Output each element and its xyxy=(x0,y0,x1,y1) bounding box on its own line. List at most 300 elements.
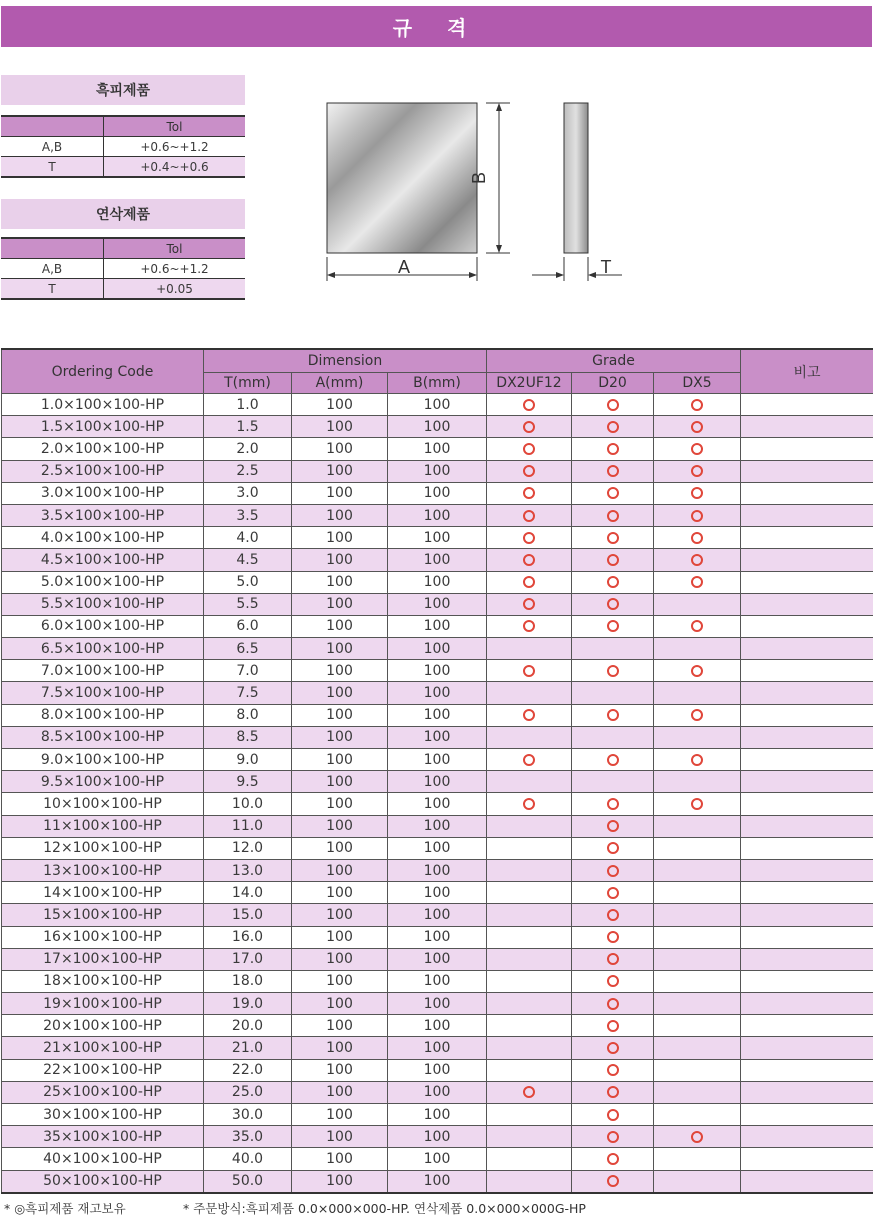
grade-cell xyxy=(487,837,572,859)
availability-circle-icon xyxy=(607,1064,619,1076)
t-cell: 5.5 xyxy=(204,593,292,615)
grade-cell xyxy=(487,771,572,793)
grade-cell xyxy=(572,859,654,881)
t-cell: 12.0 xyxy=(204,837,292,859)
availability-circle-icon xyxy=(523,554,535,566)
table-row xyxy=(2,638,873,660)
b-cell: 100 xyxy=(388,815,487,837)
grade-cell xyxy=(572,1104,654,1126)
availability-circle-icon xyxy=(607,1175,619,1187)
b-cell: 100 xyxy=(388,615,487,637)
table-row xyxy=(2,1037,873,1059)
b-cell: 100 xyxy=(388,527,487,549)
a-cell: 100 xyxy=(292,1059,388,1081)
b-cell: 100 xyxy=(388,1126,487,1148)
table-row xyxy=(2,1148,873,1170)
remark-cell xyxy=(741,1059,873,1081)
table-row xyxy=(2,859,873,881)
t-cell: 18.0 xyxy=(204,970,292,992)
remark-cell xyxy=(741,416,873,438)
availability-circle-icon xyxy=(523,620,535,632)
grade-cell xyxy=(572,615,654,637)
b-cell: 100 xyxy=(388,1015,487,1037)
table-row xyxy=(2,438,873,460)
grade-cell xyxy=(654,815,741,837)
grade-cell xyxy=(487,1126,572,1148)
b-cell: 100 xyxy=(388,948,487,970)
grade-cell xyxy=(572,527,654,549)
grade-cell xyxy=(654,1104,741,1126)
availability-circle-icon xyxy=(691,620,703,632)
grade-cell xyxy=(654,571,741,593)
availability-circle-icon xyxy=(607,709,619,721)
t-cell: 16.0 xyxy=(204,926,292,948)
b-cell: 100 xyxy=(388,859,487,881)
b-cell: 100 xyxy=(388,593,487,615)
black-tolerance-table xyxy=(1,115,245,178)
grade-cell xyxy=(654,859,741,881)
page-title: 규 격 xyxy=(1,6,872,47)
b-cell: 100 xyxy=(388,1148,487,1170)
b-cell: 100 xyxy=(388,438,487,460)
b-cell: 100 xyxy=(388,904,487,926)
table-row xyxy=(2,1059,873,1081)
footnote-ordering: * 주문방식:흑피제품 0.0×000×000-HP. 연삭제품 0.0×000×000G-HP xyxy=(183,1201,586,1216)
a-cell: 100 xyxy=(292,660,388,682)
grade-cell xyxy=(654,549,741,571)
grade-cell xyxy=(572,1126,654,1148)
a-cell: 100 xyxy=(292,482,388,504)
b-cell: 100 xyxy=(388,970,487,992)
a-cell: 100 xyxy=(292,904,388,926)
col-grade: Grade xyxy=(487,349,741,373)
code-cell: 3.0×100×100-HP xyxy=(2,482,204,504)
tol-dim: A,B xyxy=(1,259,104,279)
availability-circle-icon xyxy=(523,665,535,677)
availability-circle-icon xyxy=(523,1086,535,1098)
dimension-a-label: A xyxy=(397,257,411,277)
t-cell: 5.0 xyxy=(204,571,292,593)
ground-product-heading: 연삭제품 xyxy=(1,199,245,229)
a-cell: 100 xyxy=(292,771,388,793)
remark-cell xyxy=(741,682,873,704)
code-cell: 13×100×100-HP xyxy=(2,859,204,881)
a-cell: 100 xyxy=(292,948,388,970)
grade-cell xyxy=(654,993,741,1015)
grade-cell xyxy=(487,571,572,593)
tol-value: +0.6~+1.2 xyxy=(104,259,246,279)
availability-circle-icon xyxy=(607,1086,619,1098)
grade-cell xyxy=(654,416,741,438)
table-row xyxy=(2,726,873,748)
grade-cell xyxy=(572,593,654,615)
code-cell: 10×100×100-HP xyxy=(2,793,204,815)
remark-cell xyxy=(741,837,873,859)
availability-circle-icon xyxy=(607,598,619,610)
grade-cell xyxy=(572,682,654,704)
a-cell: 100 xyxy=(292,615,388,637)
table-row xyxy=(2,571,873,593)
grade-cell xyxy=(654,970,741,992)
table-row xyxy=(2,1126,873,1148)
a-cell: 100 xyxy=(292,438,388,460)
table-row xyxy=(2,882,873,904)
grade-cell xyxy=(487,438,572,460)
remark-cell xyxy=(741,1148,873,1170)
grade-cell xyxy=(487,504,572,526)
grade-cell xyxy=(572,771,654,793)
grade-cell xyxy=(654,593,741,615)
grade-cell xyxy=(572,837,654,859)
remark-cell xyxy=(741,615,873,637)
b-cell: 100 xyxy=(388,682,487,704)
ground-product-section xyxy=(1,199,245,300)
remark-cell xyxy=(741,749,873,771)
code-cell: 7.5×100×100-HP xyxy=(2,682,204,704)
t-cell: 13.0 xyxy=(204,859,292,881)
t-cell: 3.5 xyxy=(204,504,292,526)
dimension-b-label: B xyxy=(469,171,489,185)
availability-circle-icon xyxy=(523,798,535,810)
code-cell: 25×100×100-HP xyxy=(2,1081,204,1103)
availability-circle-icon xyxy=(691,532,703,544)
t-cell: 40.0 xyxy=(204,1148,292,1170)
a-cell: 100 xyxy=(292,1037,388,1059)
grade-cell xyxy=(487,859,572,881)
a-cell: 100 xyxy=(292,1015,388,1037)
grade-cell xyxy=(572,1081,654,1103)
code-cell: 7.0×100×100-HP xyxy=(2,660,204,682)
grade-cell xyxy=(654,726,741,748)
grade-cell xyxy=(487,527,572,549)
t-cell: 9.0 xyxy=(204,749,292,771)
col-ordering-code: Ordering Code xyxy=(2,349,204,394)
availability-circle-icon xyxy=(607,510,619,522)
grade-cell xyxy=(654,438,741,460)
a-cell: 100 xyxy=(292,416,388,438)
availability-circle-icon xyxy=(523,399,535,411)
grade-cell xyxy=(654,793,741,815)
grade-cell xyxy=(487,482,572,504)
grade-cell xyxy=(487,1104,572,1126)
remark-cell xyxy=(741,882,873,904)
a-cell: 100 xyxy=(292,815,388,837)
availability-circle-icon xyxy=(523,576,535,588)
grade-cell xyxy=(572,660,654,682)
code-cell: 40×100×100-HP xyxy=(2,1148,204,1170)
tol-header-blank xyxy=(1,238,104,259)
t-cell: 21.0 xyxy=(204,1037,292,1059)
table-row xyxy=(2,771,873,793)
code-cell: 8.5×100×100-HP xyxy=(2,726,204,748)
code-cell: 35×100×100-HP xyxy=(2,1126,204,1148)
code-cell: 8.0×100×100-HP xyxy=(2,704,204,726)
a-cell: 100 xyxy=(292,504,388,526)
availability-circle-icon xyxy=(607,953,619,965)
grade-cell xyxy=(654,1126,741,1148)
col-dimension: Dimension xyxy=(204,349,487,373)
availability-circle-icon xyxy=(523,421,535,433)
availability-circle-icon xyxy=(691,510,703,522)
a-cell: 100 xyxy=(292,926,388,948)
code-cell: 6.5×100×100-HP xyxy=(2,638,204,660)
grade-cell xyxy=(487,660,572,682)
availability-circle-icon xyxy=(691,554,703,566)
t-cell: 8.5 xyxy=(204,726,292,748)
grade-cell xyxy=(487,593,572,615)
a-cell: 100 xyxy=(292,1104,388,1126)
b-cell: 100 xyxy=(388,837,487,859)
a-cell: 100 xyxy=(292,837,388,859)
b-cell: 100 xyxy=(388,926,487,948)
availability-circle-icon xyxy=(691,1131,703,1143)
code-cell: 3.5×100×100-HP xyxy=(2,504,204,526)
t-cell: 10.0 xyxy=(204,793,292,815)
availability-circle-icon xyxy=(691,709,703,721)
grade-cell xyxy=(572,1148,654,1170)
col-grade-dx2uf12: DX2UF12 xyxy=(487,373,572,394)
remark-cell xyxy=(741,1104,873,1126)
a-cell: 100 xyxy=(292,1170,388,1193)
grade-cell xyxy=(572,1015,654,1037)
grade-cell xyxy=(572,549,654,571)
t-cell: 7.5 xyxy=(204,682,292,704)
remark-cell xyxy=(741,1037,873,1059)
a-cell: 100 xyxy=(292,682,388,704)
grade-cell xyxy=(654,504,741,526)
remark-cell xyxy=(741,1081,873,1103)
grade-cell xyxy=(654,948,741,970)
tol-dim: T xyxy=(1,279,104,300)
grade-cell xyxy=(572,815,654,837)
t-cell: 9.5 xyxy=(204,771,292,793)
tol-value: +0.05 xyxy=(104,279,246,300)
grade-cell xyxy=(654,394,741,416)
t-cell: 4.0 xyxy=(204,527,292,549)
a-cell: 100 xyxy=(292,1081,388,1103)
availability-circle-icon xyxy=(523,709,535,721)
a-cell: 100 xyxy=(292,970,388,992)
grade-cell xyxy=(487,926,572,948)
grade-cell xyxy=(572,882,654,904)
col-grade-d20: D20 xyxy=(572,373,654,394)
code-cell: 2.5×100×100-HP xyxy=(2,460,204,482)
t-cell: 6.5 xyxy=(204,638,292,660)
table-row xyxy=(2,793,873,815)
plate-diagram xyxy=(300,95,630,285)
table-row xyxy=(2,660,873,682)
grade-cell xyxy=(654,882,741,904)
t-cell: 6.0 xyxy=(204,615,292,637)
availability-circle-icon xyxy=(523,443,535,455)
t-cell: 30.0 xyxy=(204,1104,292,1126)
grade-cell xyxy=(654,482,741,504)
table-row xyxy=(2,1170,873,1193)
a-cell: 100 xyxy=(292,460,388,482)
a-cell: 100 xyxy=(292,749,388,771)
grade-cell xyxy=(487,615,572,637)
code-cell: 50×100×100-HP xyxy=(2,1170,204,1193)
availability-circle-icon xyxy=(607,887,619,899)
grade-cell xyxy=(654,926,741,948)
code-cell: 4.0×100×100-HP xyxy=(2,527,204,549)
availability-circle-icon xyxy=(607,842,619,854)
t-cell: 8.0 xyxy=(204,704,292,726)
availability-circle-icon xyxy=(607,532,619,544)
t-cell: 7.0 xyxy=(204,660,292,682)
table-row xyxy=(2,416,873,438)
grade-cell xyxy=(654,749,741,771)
availability-circle-icon xyxy=(607,1153,619,1165)
grade-cell xyxy=(572,926,654,948)
grade-cell xyxy=(572,726,654,748)
table-row xyxy=(2,970,873,992)
remark-cell xyxy=(741,970,873,992)
a-cell: 100 xyxy=(292,993,388,1015)
code-cell: 22×100×100-HP xyxy=(2,1059,204,1081)
col-b: B(mm) xyxy=(388,373,487,394)
tol-value: +0.4~+0.6 xyxy=(104,157,246,178)
table-row xyxy=(2,394,873,416)
grade-cell xyxy=(487,549,572,571)
availability-circle-icon xyxy=(523,754,535,766)
dimension-t-label: T xyxy=(600,257,612,277)
grade-cell xyxy=(487,1015,572,1037)
b-cell: 100 xyxy=(388,993,487,1015)
tol-header-blank xyxy=(1,116,104,137)
table-row xyxy=(2,749,873,771)
table-row xyxy=(2,482,873,504)
col-a: A(mm) xyxy=(292,373,388,394)
t-cell: 15.0 xyxy=(204,904,292,926)
b-cell: 100 xyxy=(388,460,487,482)
code-cell: 14×100×100-HP xyxy=(2,882,204,904)
grade-cell xyxy=(487,682,572,704)
b-cell: 100 xyxy=(388,482,487,504)
code-cell: 12×100×100-HP xyxy=(2,837,204,859)
t-cell: 1.5 xyxy=(204,416,292,438)
a-cell: 100 xyxy=(292,394,388,416)
t-cell: 14.0 xyxy=(204,882,292,904)
grade-cell xyxy=(487,815,572,837)
grade-cell xyxy=(572,482,654,504)
b-cell: 100 xyxy=(388,1170,487,1193)
plate-side xyxy=(564,103,588,253)
availability-circle-icon xyxy=(607,620,619,632)
code-cell: 9.5×100×100-HP xyxy=(2,771,204,793)
a-cell: 100 xyxy=(292,593,388,615)
grade-cell xyxy=(572,1059,654,1081)
grade-cell xyxy=(654,837,741,859)
a-cell: 100 xyxy=(292,859,388,881)
availability-circle-icon xyxy=(607,443,619,455)
table-row xyxy=(2,1081,873,1103)
remark-cell xyxy=(741,726,873,748)
b-cell: 100 xyxy=(388,882,487,904)
code-cell: 5.0×100×100-HP xyxy=(2,571,204,593)
b-cell: 100 xyxy=(388,793,487,815)
b-cell: 100 xyxy=(388,416,487,438)
table-row xyxy=(2,815,873,837)
grade-cell xyxy=(487,1059,572,1081)
code-cell: 18×100×100-HP xyxy=(2,970,204,992)
grade-cell xyxy=(572,1037,654,1059)
grade-cell xyxy=(487,1037,572,1059)
a-cell: 100 xyxy=(292,527,388,549)
remark-cell xyxy=(741,549,873,571)
a-cell: 100 xyxy=(292,571,388,593)
table-row xyxy=(2,504,873,526)
grade-cell xyxy=(654,904,741,926)
remark-cell xyxy=(741,771,873,793)
code-cell: 16×100×100-HP xyxy=(2,926,204,948)
availability-circle-icon xyxy=(607,909,619,921)
grade-cell xyxy=(654,460,741,482)
code-cell: 20×100×100-HP xyxy=(2,1015,204,1037)
grade-cell xyxy=(487,416,572,438)
grade-cell xyxy=(572,394,654,416)
table-row xyxy=(2,549,873,571)
t-cell: 19.0 xyxy=(204,993,292,1015)
availability-circle-icon xyxy=(691,487,703,499)
b-cell: 100 xyxy=(388,1104,487,1126)
grade-cell xyxy=(572,460,654,482)
availability-circle-icon xyxy=(607,1109,619,1121)
col-t: T(mm) xyxy=(204,373,292,394)
table-row xyxy=(2,1015,873,1037)
code-cell: 5.5×100×100-HP xyxy=(2,593,204,615)
a-cell: 100 xyxy=(292,1148,388,1170)
grade-cell xyxy=(572,704,654,726)
remark-cell xyxy=(741,926,873,948)
remark-cell xyxy=(741,948,873,970)
plate-face xyxy=(327,103,477,253)
availability-circle-icon xyxy=(691,421,703,433)
b-cell: 100 xyxy=(388,726,487,748)
remark-cell xyxy=(741,993,873,1015)
col-remark: 비고 xyxy=(741,349,873,394)
b-cell: 100 xyxy=(388,571,487,593)
grade-cell xyxy=(487,394,572,416)
grade-cell xyxy=(572,749,654,771)
table-row xyxy=(2,837,873,859)
b-cell: 100 xyxy=(388,394,487,416)
t-cell: 2.5 xyxy=(204,460,292,482)
remark-cell xyxy=(741,438,873,460)
black-product-section xyxy=(1,75,245,178)
remark-cell xyxy=(741,593,873,615)
grade-cell xyxy=(654,527,741,549)
remark-cell xyxy=(741,571,873,593)
tol-dim: A,B xyxy=(1,137,104,157)
t-cell: 50.0 xyxy=(204,1170,292,1193)
availability-circle-icon xyxy=(607,998,619,1010)
t-cell: 1.0 xyxy=(204,394,292,416)
b-cell: 100 xyxy=(388,1059,487,1081)
remark-cell xyxy=(741,704,873,726)
grade-cell xyxy=(487,638,572,660)
a-cell: 100 xyxy=(292,726,388,748)
grade-cell xyxy=(654,1037,741,1059)
availability-circle-icon xyxy=(523,487,535,499)
remark-cell xyxy=(741,638,873,660)
col-grade-dx5: DX5 xyxy=(654,373,741,394)
remark-cell xyxy=(741,460,873,482)
grade-cell xyxy=(572,438,654,460)
availability-circle-icon xyxy=(691,443,703,455)
availability-circle-icon xyxy=(607,820,619,832)
table-row xyxy=(2,904,873,926)
